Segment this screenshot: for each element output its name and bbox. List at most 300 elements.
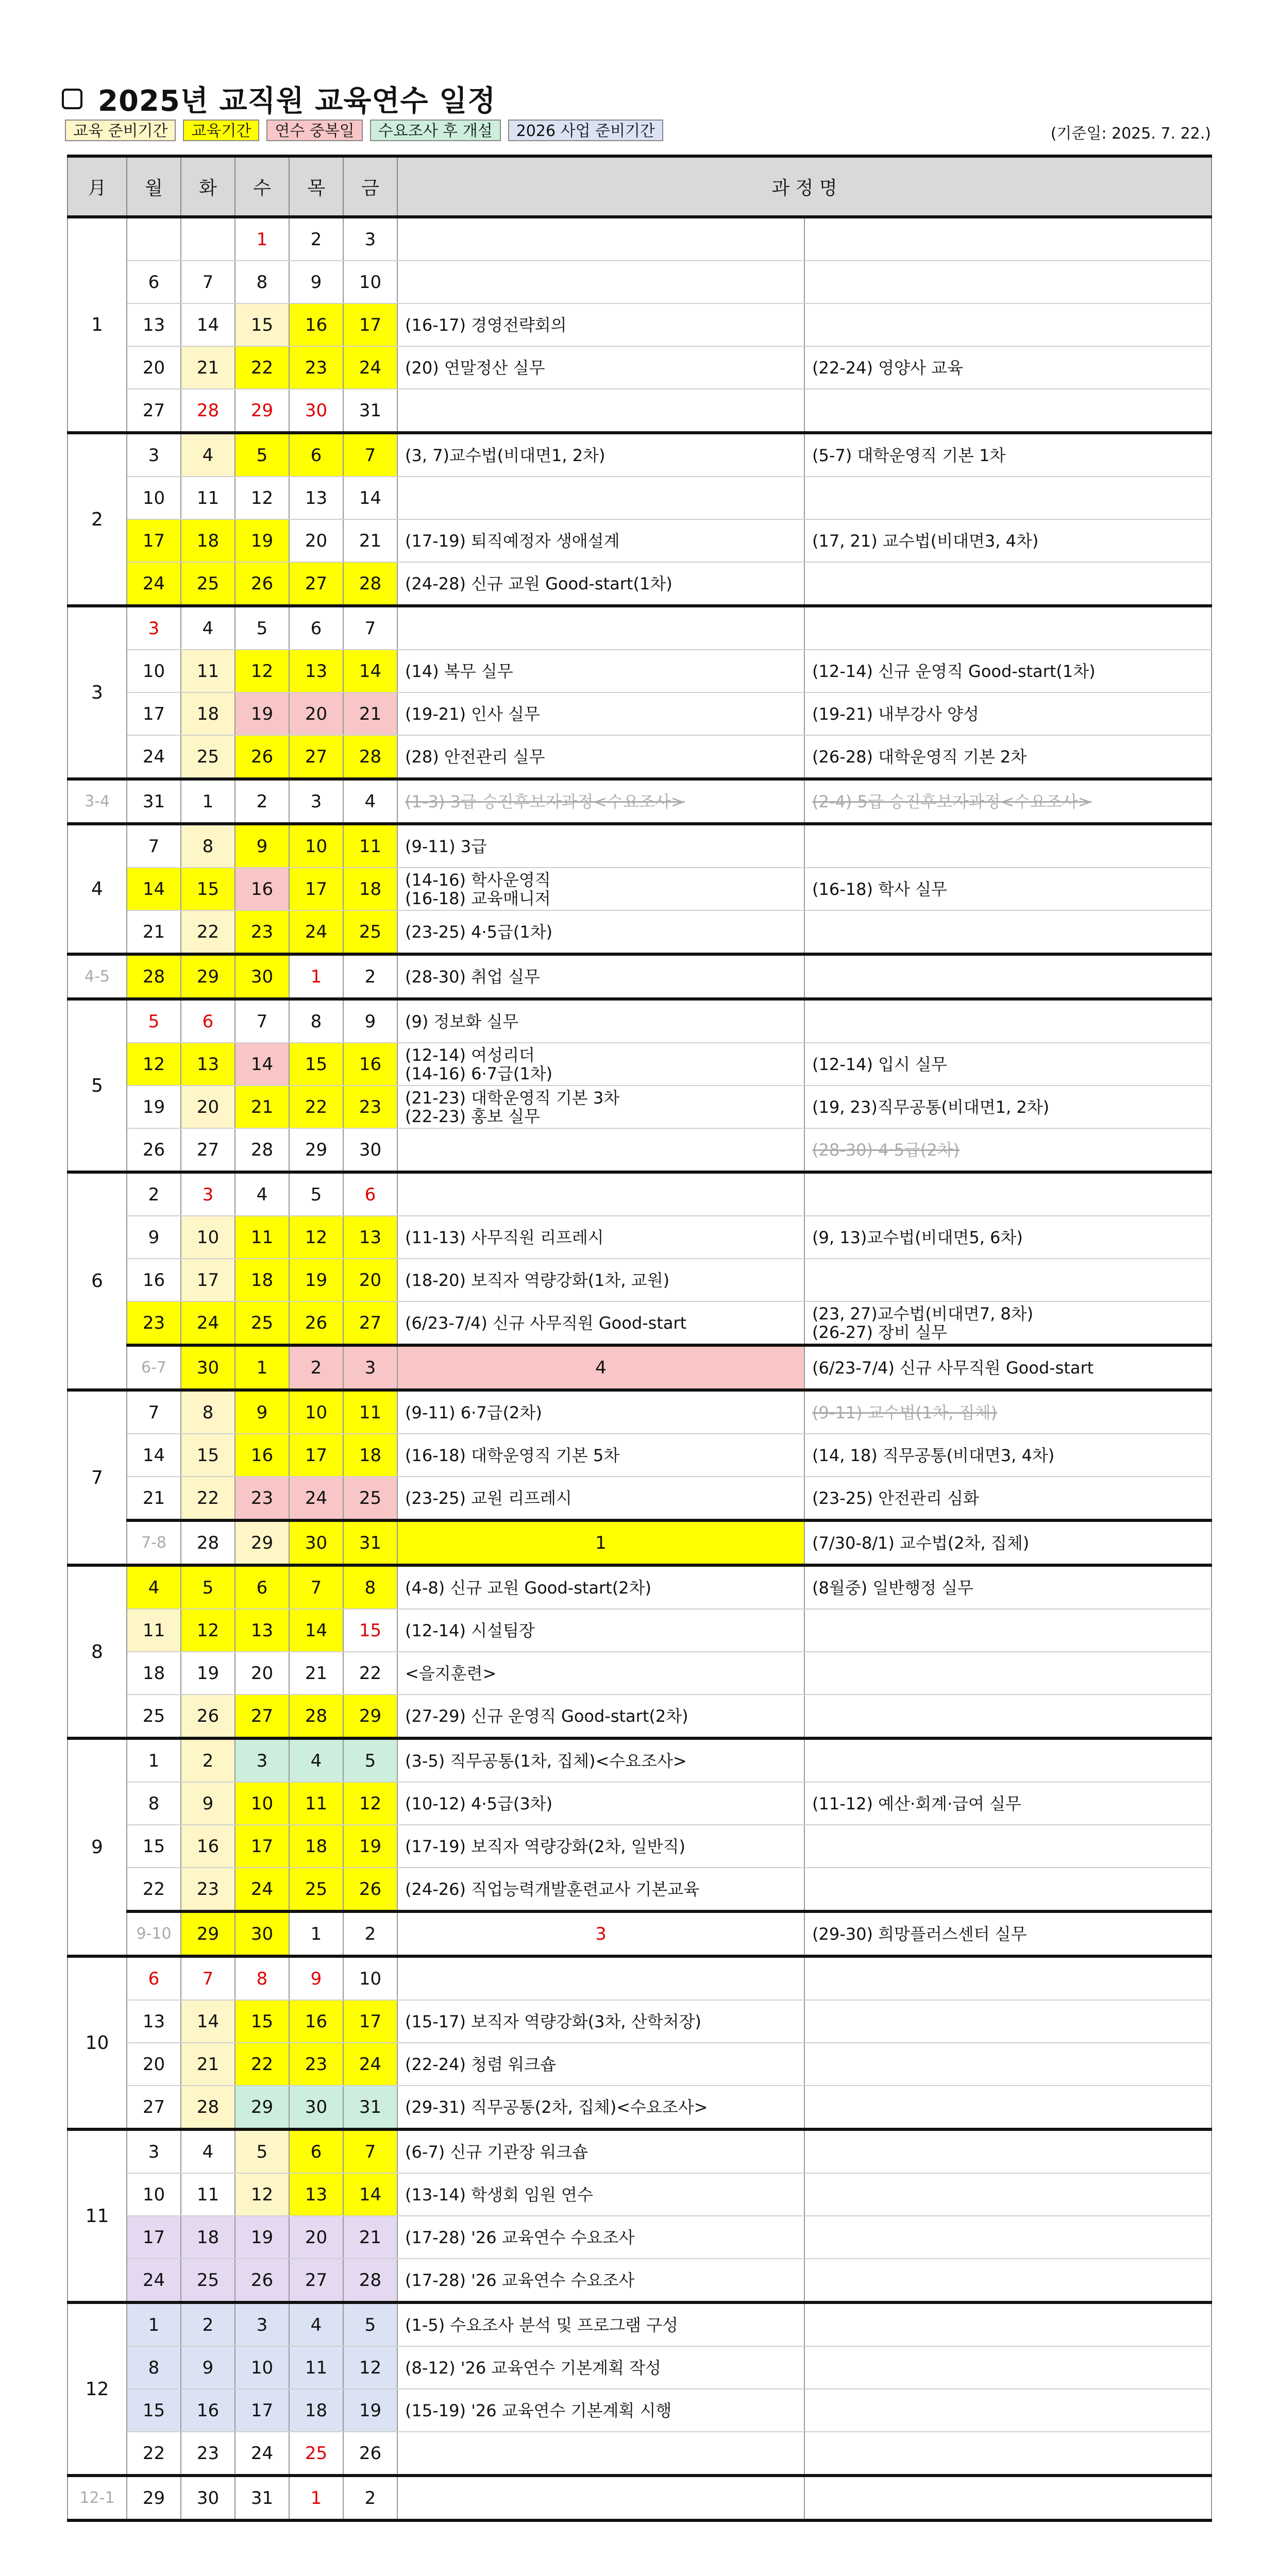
course-cell-secondary xyxy=(804,2173,1212,2216)
course-cell-primary xyxy=(397,303,804,346)
day-cell: 25 xyxy=(289,1868,343,1911)
course-cell-primary xyxy=(397,1565,804,1609)
day-cell: 9 xyxy=(181,2346,235,2389)
day-cell: 17 xyxy=(181,1259,235,1301)
day-cell: 20 xyxy=(127,346,181,389)
course-cell-secondary xyxy=(804,2259,1212,2302)
legend-item: 교육기간 xyxy=(183,120,259,141)
course-text: (23, 27)교수법(비대면7, 8차) xyxy=(812,1303,1034,1324)
course-cell-secondary xyxy=(804,910,1212,954)
day-cell: 5 xyxy=(289,1172,343,1216)
course-cell-secondary xyxy=(804,1652,1212,1694)
day-cell: 14 xyxy=(127,1434,181,1477)
course-cell-secondary xyxy=(804,1259,1212,1301)
day-cell: 23 xyxy=(181,2432,235,2476)
day-cell: 30 xyxy=(235,954,289,999)
day-cell: 28 xyxy=(289,1694,343,1738)
day-cell: 24 xyxy=(181,1301,235,1345)
course-text: (16-18) 학사 실무 xyxy=(812,879,947,899)
day-cell: 20 xyxy=(289,2216,343,2259)
day-cell: 29 xyxy=(235,389,289,433)
course-cell-primary xyxy=(397,2000,804,2043)
day-cell: 23 xyxy=(235,1477,289,1520)
course-cell-secondary xyxy=(804,1782,1212,1825)
day-cell: 30 xyxy=(235,1911,289,1956)
day-cell: 6 xyxy=(289,433,343,477)
course-cell-primary xyxy=(397,477,804,519)
course-cell-secondary xyxy=(804,1434,1212,1477)
course-cell-secondary xyxy=(804,261,1212,303)
day-cell: 22 xyxy=(181,910,235,954)
week-row xyxy=(68,735,1212,779)
course-text: (16-18) 대학운영직 기본 5차 xyxy=(405,1445,620,1465)
day-cell: 10 xyxy=(181,1216,235,1259)
day-cell: 17 xyxy=(235,2389,289,2432)
course-cell-primary xyxy=(804,1520,1212,1565)
day-cell: 4 xyxy=(235,1172,289,1216)
course-cell-primary xyxy=(397,2302,804,2346)
day-cell: 8 xyxy=(127,1782,181,1825)
day-cell: 16 xyxy=(343,1043,397,1086)
day-cell: 17 xyxy=(343,2000,397,2043)
day-cell: 11 xyxy=(181,650,235,692)
course-cell-primary xyxy=(397,1956,804,2000)
course-cell-primary xyxy=(397,433,804,477)
course-text: (8월중) 일반행정 실무 xyxy=(812,1578,973,1598)
day-cell: 5 xyxy=(235,606,289,650)
course-cell-secondary xyxy=(804,1956,1212,2000)
week-row xyxy=(68,2389,1212,2432)
course-text: (23-25) 교원 리프레시 xyxy=(405,1488,572,1508)
day-cell: 14 xyxy=(343,477,397,519)
day-cell: 3 xyxy=(289,779,343,824)
day-cell: 25 xyxy=(343,1477,397,1520)
course-cell-primary xyxy=(397,2086,804,2129)
week-row xyxy=(68,2216,1212,2259)
course-text: (14-16) 학사운영직 xyxy=(405,870,551,890)
day-cell: 24 xyxy=(127,562,181,606)
day-cell: 15 xyxy=(181,1434,235,1477)
day-cell: 1 xyxy=(181,779,235,824)
course-text: (14-16) 6·7급(1차) xyxy=(405,1063,553,1083)
day-cell: 27 xyxy=(289,2259,343,2302)
week-row xyxy=(68,389,1212,433)
course-cell-secondary xyxy=(804,217,1212,261)
day-cell: 21 xyxy=(127,910,181,954)
course-text: (29-31) 직무공통(2차, 집체)<수요조사> xyxy=(405,2097,708,2117)
course-cell-primary xyxy=(397,1868,804,1911)
course-cell-secondary xyxy=(804,477,1212,519)
course-cell-secondary xyxy=(804,2476,1212,2520)
day-cell: 6 xyxy=(343,1172,397,1216)
course-text: (10-12) 4·5급(3차) xyxy=(405,1793,553,1814)
day-cell: 28 xyxy=(181,1520,235,1565)
day-cell: 25 xyxy=(181,562,235,606)
legend-item: 수요조사 후 개설 xyxy=(370,120,501,141)
day-cell: 13 xyxy=(289,650,343,692)
course-text: (23-25) 4·5급(1차) xyxy=(405,922,553,942)
day-cell: 3 xyxy=(181,1172,235,1216)
course-cell-primary xyxy=(397,1738,804,1782)
day-cell: 2 xyxy=(127,1172,181,1216)
day-cell: 14 xyxy=(235,1043,289,1086)
day-cell: 17 xyxy=(289,1434,343,1477)
day-cell: 29 xyxy=(235,1520,289,1565)
day-cell: 8 xyxy=(235,1956,289,2000)
month-cell: 5 xyxy=(68,999,127,1172)
day-cell: 7 xyxy=(181,261,235,303)
day-cell: 17 xyxy=(127,519,181,562)
day-cell: 4 xyxy=(181,606,235,650)
day-cell: 10 xyxy=(127,2173,181,2216)
week-row xyxy=(68,346,1212,389)
day-cell: 27 xyxy=(235,1694,289,1738)
day-cell: 25 xyxy=(235,1301,289,1345)
day-cell: 5 xyxy=(181,1565,235,1609)
month-cell: 4 xyxy=(68,824,127,954)
day-cell: 7 xyxy=(343,2129,397,2173)
day-cell: 23 xyxy=(235,910,289,954)
day-cell: 17 xyxy=(127,2216,181,2259)
day-cell: 1 xyxy=(127,2302,181,2346)
day-cell: 17 xyxy=(127,692,181,735)
course-cell-primary xyxy=(397,2259,804,2302)
course-text: (22-23) 홍보 실무 xyxy=(405,1106,540,1126)
course-cell-primary xyxy=(397,2129,804,2173)
day-cell: 12 xyxy=(181,1609,235,1652)
day-cell: 2 xyxy=(181,2302,235,2346)
course-cell-secondary xyxy=(804,303,1212,346)
course-cell-secondary xyxy=(804,1043,1212,1086)
day-cell: 10 xyxy=(343,261,397,303)
day-cell: 13 xyxy=(289,2173,343,2216)
day-cell: 8 xyxy=(235,261,289,303)
day-cell: 13 xyxy=(127,303,181,346)
course-cell-secondary xyxy=(804,2216,1212,2259)
week-row xyxy=(68,1128,1212,1172)
week-row xyxy=(68,910,1212,954)
day-cell: 31 xyxy=(343,2086,397,2129)
day-cell: 24 xyxy=(235,1868,289,1911)
course-cell-primary xyxy=(397,1172,804,1216)
course-text: (17-19) 퇴직예정자 생애설계 xyxy=(405,531,620,551)
course-text: (23-25) 안전관리 심화 xyxy=(812,1488,979,1508)
day-cell: 30 xyxy=(181,2476,235,2520)
day-cell: 18 xyxy=(343,868,397,910)
header-tue: 화 xyxy=(181,156,235,217)
day-cell: 15 xyxy=(127,1825,181,1868)
day-cell: 16 xyxy=(289,2000,343,2043)
day-cell: 9 xyxy=(127,1216,181,1259)
month-transition-cell: 7-8 xyxy=(127,1520,181,1565)
header-month: 月 xyxy=(68,156,127,217)
day-cell: 10 xyxy=(289,1390,343,1434)
day-cell: 22 xyxy=(235,346,289,389)
day-cell: 11 xyxy=(343,1390,397,1434)
course-text: (4-8) 신규 교원 Good-start(2차) xyxy=(405,1578,651,1598)
header-mon: 월 xyxy=(127,156,181,217)
schedule-body xyxy=(68,217,1212,2520)
day-cell: 11 xyxy=(235,1216,289,1259)
day-cell: 14 xyxy=(181,303,235,346)
course-cell-primary xyxy=(397,1609,804,1652)
week-row xyxy=(68,1216,1212,1259)
day-cell: 31 xyxy=(235,2476,289,2520)
day-cell: 24 xyxy=(343,346,397,389)
course-cell-primary xyxy=(397,519,804,562)
month-transition-cell: 6-7 xyxy=(127,1345,181,1390)
course-text: (16-18) 교육매니저 xyxy=(405,888,551,908)
day-cell: 9 xyxy=(181,1782,235,1825)
day-cell: 16 xyxy=(235,1434,289,1477)
day-cell: 30 xyxy=(289,2086,343,2129)
course-text: (9, 13)교수법(비대면5, 6차) xyxy=(812,1227,1023,1247)
day-cell: 2 xyxy=(235,779,289,824)
month-transition-cell: 9-10 xyxy=(127,1911,181,1956)
week-row xyxy=(68,1390,1212,1434)
day-cell: 16 xyxy=(127,1259,181,1301)
course-cell-primary xyxy=(397,1694,804,1738)
day-cell: 16 xyxy=(181,2389,235,2432)
course-text: (9-11) 교수법(1차, 집체) xyxy=(812,1402,997,1422)
title-text: 2025년 교직원 교육연수 일정 xyxy=(98,84,496,118)
day-cell: 27 xyxy=(127,389,181,433)
week-row xyxy=(68,2173,1212,2216)
course-cell-primary xyxy=(397,1390,804,1434)
day-cell: 4 xyxy=(289,1738,343,1782)
day-cell: 4 xyxy=(127,1565,181,1609)
day-cell xyxy=(127,217,181,261)
day-cell: 19 xyxy=(181,1652,235,1694)
day-cell: 14 xyxy=(181,2000,235,2043)
day-cell: 13 xyxy=(343,1216,397,1259)
day-cell: 13 xyxy=(235,1609,289,1652)
course-cell-primary xyxy=(397,692,804,735)
day-cell: 20 xyxy=(289,519,343,562)
week-row xyxy=(68,606,1212,650)
course-cell-primary xyxy=(397,650,804,692)
day-cell: 11 xyxy=(181,2173,235,2216)
course-text: (9-11) 6·7급(2차) xyxy=(405,1402,542,1422)
day-cell: 12 xyxy=(343,1782,397,1825)
day-cell: 23 xyxy=(289,2043,343,2086)
day-cell: 23 xyxy=(127,1301,181,1345)
day-cell: 10 xyxy=(235,1782,289,1825)
day-cell: 21 xyxy=(343,692,397,735)
course-text: (12-14) 시설팀장 xyxy=(405,1620,535,1640)
day-cell: 31 xyxy=(343,1520,397,1565)
course-cell-primary xyxy=(397,1825,804,1868)
course-cell-secondary xyxy=(804,1738,1212,1782)
week-row xyxy=(68,1477,1212,1520)
course-cell-primary xyxy=(397,2432,804,2476)
day-cell: 28 xyxy=(235,1128,289,1172)
day-cell: 12 xyxy=(289,1216,343,1259)
course-text: (29-30) 희망플러스센터 실무 xyxy=(812,1924,1027,1944)
legend-item: 2026 사업 준비기간 xyxy=(508,120,663,141)
day-cell: 1 xyxy=(289,1911,343,1956)
day-cell: 27 xyxy=(181,1128,235,1172)
week-row xyxy=(68,954,1212,999)
day-cell: 25 xyxy=(343,910,397,954)
course-text: (18-20) 보직자 역량강화(1차, 교원) xyxy=(405,1270,670,1290)
course-cell-primary xyxy=(397,389,804,433)
day-cell: 13 xyxy=(181,1043,235,1086)
day-cell: 20 xyxy=(127,2043,181,2086)
course-cell-secondary xyxy=(804,868,1212,910)
week-row xyxy=(68,1782,1212,1825)
day-cell: 19 xyxy=(235,692,289,735)
course-text: (11-12) 예산·회계·급여 실무 xyxy=(812,1793,1021,1814)
day-cell: 3 xyxy=(397,1911,804,1956)
day-cell: 14 xyxy=(289,1609,343,1652)
day-cell: 1 xyxy=(289,954,343,999)
checkbox-icon xyxy=(62,89,82,109)
week-row xyxy=(68,692,1212,735)
course-text: (6/23-7/4) 신규 사무직원 Good-start xyxy=(812,1358,1094,1378)
day-cell: 14 xyxy=(343,2173,397,2216)
week-row xyxy=(68,2476,1212,2520)
day-cell: 16 xyxy=(235,868,289,910)
day-cell: 10 xyxy=(343,1956,397,2000)
week-row xyxy=(68,1434,1212,1477)
day-cell: 17 xyxy=(343,303,397,346)
course-cell-secondary xyxy=(804,1694,1212,1738)
month-transition-cell: 12-1 xyxy=(68,2476,127,2520)
day-cell: 5 xyxy=(235,2129,289,2173)
course-cell-secondary xyxy=(804,650,1212,692)
day-cell: 28 xyxy=(343,2259,397,2302)
day-cell: 29 xyxy=(235,2086,289,2129)
day-cell: 2 xyxy=(343,1911,397,1956)
header-wed: 수 xyxy=(235,156,289,217)
day-cell: 21 xyxy=(181,2043,235,2086)
week-row xyxy=(68,650,1212,692)
header-row xyxy=(68,156,1212,217)
week-row xyxy=(68,217,1212,261)
day-cell: 20 xyxy=(343,1259,397,1301)
day-cell: 4 xyxy=(343,779,397,824)
course-text: (12-14) 신규 운영직 Good-start(1차) xyxy=(812,661,1096,681)
week-row xyxy=(68,2086,1212,2129)
day-cell: 30 xyxy=(289,1520,343,1565)
day-cell: 2 xyxy=(289,1345,343,1390)
day-cell: 21 xyxy=(181,346,235,389)
week-row xyxy=(68,2346,1212,2389)
course-cell-primary xyxy=(397,2476,804,2520)
course-cell-primary xyxy=(397,2043,804,2086)
course-cell-primary xyxy=(397,1216,804,1259)
day-cell: 27 xyxy=(289,735,343,779)
day-cell: 3 xyxy=(235,1738,289,1782)
course-cell-secondary xyxy=(804,2086,1212,2129)
course-cell-primary xyxy=(397,1086,804,1128)
course-cell-secondary xyxy=(804,2302,1212,2346)
day-cell: 24 xyxy=(289,910,343,954)
day-cell: 13 xyxy=(289,477,343,519)
course-cell-primary xyxy=(397,1128,804,1172)
day-cell: 29 xyxy=(181,1911,235,1956)
course-cell-secondary xyxy=(804,2043,1212,2086)
day-cell: 28 xyxy=(127,954,181,999)
course-cell-secondary xyxy=(804,1128,1212,1172)
day-cell: 9 xyxy=(235,1390,289,1434)
week-row xyxy=(68,2432,1212,2476)
course-text: (5-7) 대학운영직 기본 1차 xyxy=(812,445,1006,465)
day-cell: 18 xyxy=(181,2216,235,2259)
week-row xyxy=(68,1086,1212,1128)
week-row xyxy=(68,2129,1212,2173)
day-cell: 4 xyxy=(397,1345,804,1390)
course-text: (9-11) 3급 xyxy=(405,836,487,856)
course-cell-secondary xyxy=(804,999,1212,1043)
day-cell: 19 xyxy=(235,2216,289,2259)
day-cell: 26 xyxy=(343,2432,397,2476)
day-cell: 3 xyxy=(127,2129,181,2173)
day-cell: 7 xyxy=(127,824,181,868)
day-cell: 18 xyxy=(289,2389,343,2432)
day-cell: 8 xyxy=(289,999,343,1043)
course-cell-primary xyxy=(397,562,804,606)
month-cell: 6 xyxy=(68,1172,127,1390)
month-cell: 2 xyxy=(68,433,127,606)
course-text: (15-19) '26 교육연수 기본계획 시행 xyxy=(405,2400,672,2420)
day-cell: 26 xyxy=(235,562,289,606)
day-cell: 7 xyxy=(235,999,289,1043)
course-cell-primary xyxy=(397,2216,804,2259)
day-cell: 2 xyxy=(343,954,397,999)
course-text: (7/30-8/1) 교수법(2차, 집체) xyxy=(812,1533,1030,1553)
day-cell: 1 xyxy=(235,1345,289,1390)
day-cell: 11 xyxy=(289,1782,343,1825)
week-row xyxy=(68,1868,1212,1911)
course-cell-secondary xyxy=(804,735,1212,779)
schedule-table xyxy=(67,155,1212,2522)
course-text: (19, 23)직무공통(비대면1, 2차) xyxy=(812,1097,1050,1117)
course-cell-secondary xyxy=(804,1825,1212,1868)
day-cell: 6 xyxy=(127,261,181,303)
day-cell: 29 xyxy=(343,1694,397,1738)
course-cell-secondary xyxy=(804,824,1212,868)
day-cell: 18 xyxy=(181,519,235,562)
day-cell: 28 xyxy=(181,2086,235,2129)
day-cell: 4 xyxy=(289,2302,343,2346)
course-text: (3, 7)교수법(비대면1, 2차) xyxy=(405,445,606,465)
day-cell: 19 xyxy=(343,1825,397,1868)
day-cell: 3 xyxy=(343,1345,397,1390)
course-text: (19-21) 인사 실무 xyxy=(405,704,540,724)
day-cell: 24 xyxy=(289,1477,343,1520)
day-cell: 8 xyxy=(127,2346,181,2389)
day-cell: 27 xyxy=(127,2086,181,2129)
day-cell: 10 xyxy=(235,2346,289,2389)
day-cell: 26 xyxy=(343,1868,397,1911)
day-cell: 23 xyxy=(289,346,343,389)
course-cell-secondary xyxy=(804,346,1212,389)
day-cell: 8 xyxy=(181,1390,235,1434)
day-cell: 28 xyxy=(181,389,235,433)
course-text: (8-12) '26 교육연수 기본계획 작성 xyxy=(405,2358,661,2378)
legend-item: 연수 중복일 xyxy=(266,120,362,141)
day-cell: 28 xyxy=(343,735,397,779)
week-row xyxy=(68,999,1212,1043)
week-row xyxy=(68,2000,1212,2043)
day-cell: 1 xyxy=(289,2476,343,2520)
month-cell: 3 xyxy=(68,606,127,779)
day-cell: 15 xyxy=(235,303,289,346)
day-cell: 6 xyxy=(181,999,235,1043)
course-text: (24-26) 직업능력개발훈련교사 기본교육 xyxy=(405,1879,700,1899)
